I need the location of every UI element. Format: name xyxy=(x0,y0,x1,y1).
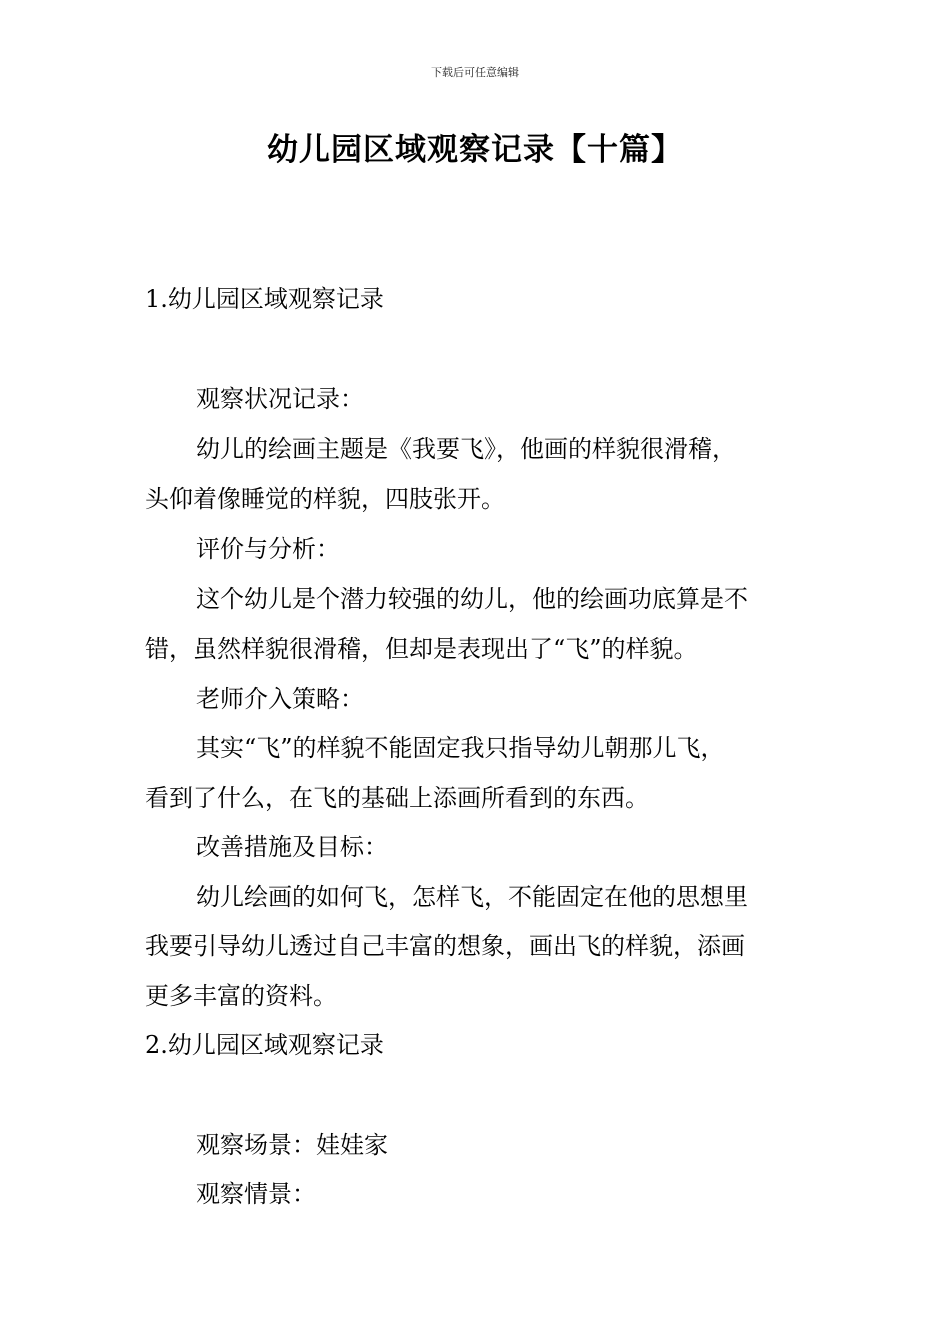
strategy-text-line: 看到了什么，在飞的基础上添画所看到的东西。 xyxy=(145,784,649,812)
strategy-label: 老师介入策略： xyxy=(196,685,364,713)
scene-line: 观察场景：娃娃家 xyxy=(196,1131,388,1159)
evaluation-label: 评价与分析： xyxy=(196,535,340,563)
header-note: 下载后可任意编辑 xyxy=(431,66,519,79)
situation-label: 观察情景： xyxy=(196,1180,316,1208)
evaluation-text-line: 这个幼儿是个潜力较强的幼儿，他的绘画功底算是不 xyxy=(196,585,748,613)
observation-text-line: 幼儿的绘画主题是《我要飞》，他画的样貌很滑稽， xyxy=(196,435,736,463)
section-2-heading: 2.幼儿园区域观察记录 xyxy=(145,1031,384,1059)
section-1-heading: 1.幼儿园区域观察记录 xyxy=(145,285,384,313)
improvement-label: 改善措施及目标： xyxy=(196,833,388,861)
observation-text-line: 头仰着像睡觉的样貌，四肢张开。 xyxy=(145,485,505,513)
improvement-text-line: 幼儿绘画的如何飞，怎样飞，不能固定在他的思想里 xyxy=(196,883,748,911)
evaluation-text-line: 错，虽然样貌很滑稽，但却是表现出了“飞”的样貌。 xyxy=(145,635,698,663)
document-title: 幼儿园区域观察记录【十篇】 xyxy=(267,132,683,168)
observation-label: 观察状况记录： xyxy=(196,385,364,413)
improvement-text-line: 我要引导幼儿透过自己丰富的想象，画出飞的样貌，添画 xyxy=(145,932,745,960)
strategy-text-line: 其实“飞”的样貌不能固定我只指导幼儿朝那儿飞， xyxy=(196,734,725,762)
improvement-text-line: 更多丰富的资料。 xyxy=(145,982,337,1010)
